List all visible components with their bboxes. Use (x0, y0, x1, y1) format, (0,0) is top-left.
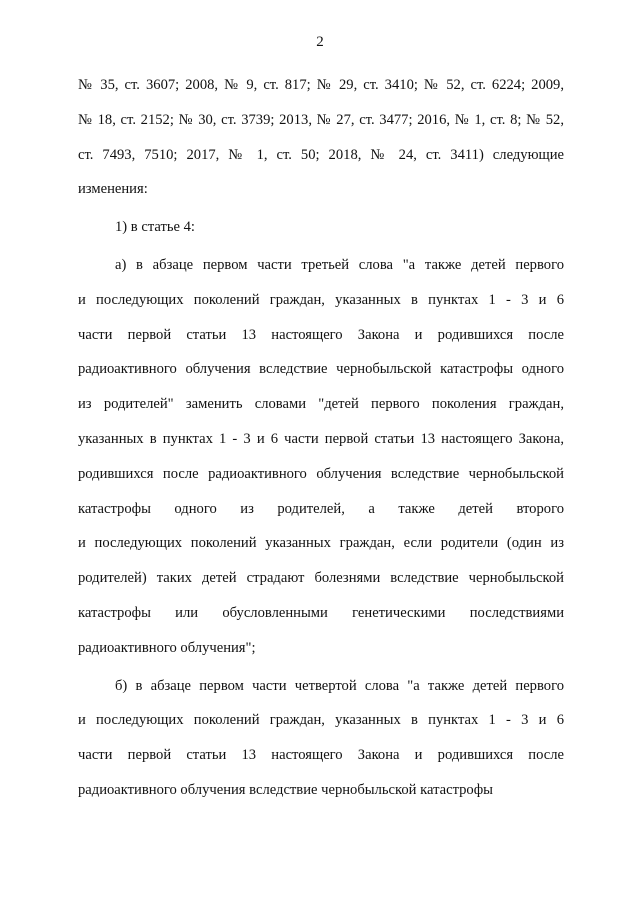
page-number: 2 (316, 34, 324, 50)
text-line: и последующих поколений граждан, указанных в пунктах 1 - 3 и 6 (78, 291, 564, 308)
text-line: радиоактивного облучения вследствие чернобыльской катастрофы (78, 781, 493, 798)
text-line: родителей) таких детей страдают болезнями вследствие чернобыльской (78, 570, 564, 587)
text-line: из родителей" заменить словами "детей первого поколения граждан, (78, 396, 564, 413)
paragraph-item-a (78, 248, 564, 666)
text-line: изменения: (78, 181, 148, 198)
text-line: б) в абзаце первом части четвертой слова "а также детей первого (115, 677, 564, 694)
text-line: радиоактивного облучения вследствие чернобыльской катастрофы одного (78, 361, 564, 378)
paragraph-item-1 (78, 210, 564, 245)
text-line: части первой статьи 13 настоящего Закона и родившихся после (78, 326, 564, 343)
text-line: радиоактивного облучения"; (78, 639, 256, 656)
text-line: № 35, ст. 3607; 2008, № 9, ст. 817; № 29, ст. 3410; № 52, ст. 6224; 2009, (78, 77, 564, 93)
text-line: указанных в пунктах 1 - 3 и 6 части первой статьи 13 настоящего Закона, (78, 430, 564, 447)
text-line: № 18, ст. 2152; № 30, ст. 3739; 2013, № 27, ст. 3477; 2016, № 1, ст. 8; № 52, (78, 111, 564, 128)
text-line: и последующих поколений указанных граждан, если родители (один из (78, 535, 564, 552)
paragraph-amendments-list (78, 68, 564, 207)
text-line: родившихся после радиоактивного облучения вследствие чернобыльской (78, 465, 564, 482)
paragraph-item-b (78, 669, 564, 808)
text-line: и последующих поколений граждан, указанных в пунктах 1 - 3 и 6 (78, 712, 564, 729)
text-line: катастрофы одного из родителей, а также детей второго (78, 500, 564, 517)
text-line: части первой статьи 13 настоящего Закона и родившихся после (78, 747, 564, 764)
text-line: 1) в статье 4: (115, 219, 195, 236)
text-line: катастрофы или обусловленными генетическими последствиями (78, 604, 564, 621)
document-body (78, 68, 564, 808)
text-line: а) в абзаце первом части третьей слова "а также детей первого (115, 256, 564, 273)
text-line: ст. 7493, 7510; 2017, № 1, ст. 50; 2018, № 24, ст. 3411) следующие (78, 146, 564, 163)
